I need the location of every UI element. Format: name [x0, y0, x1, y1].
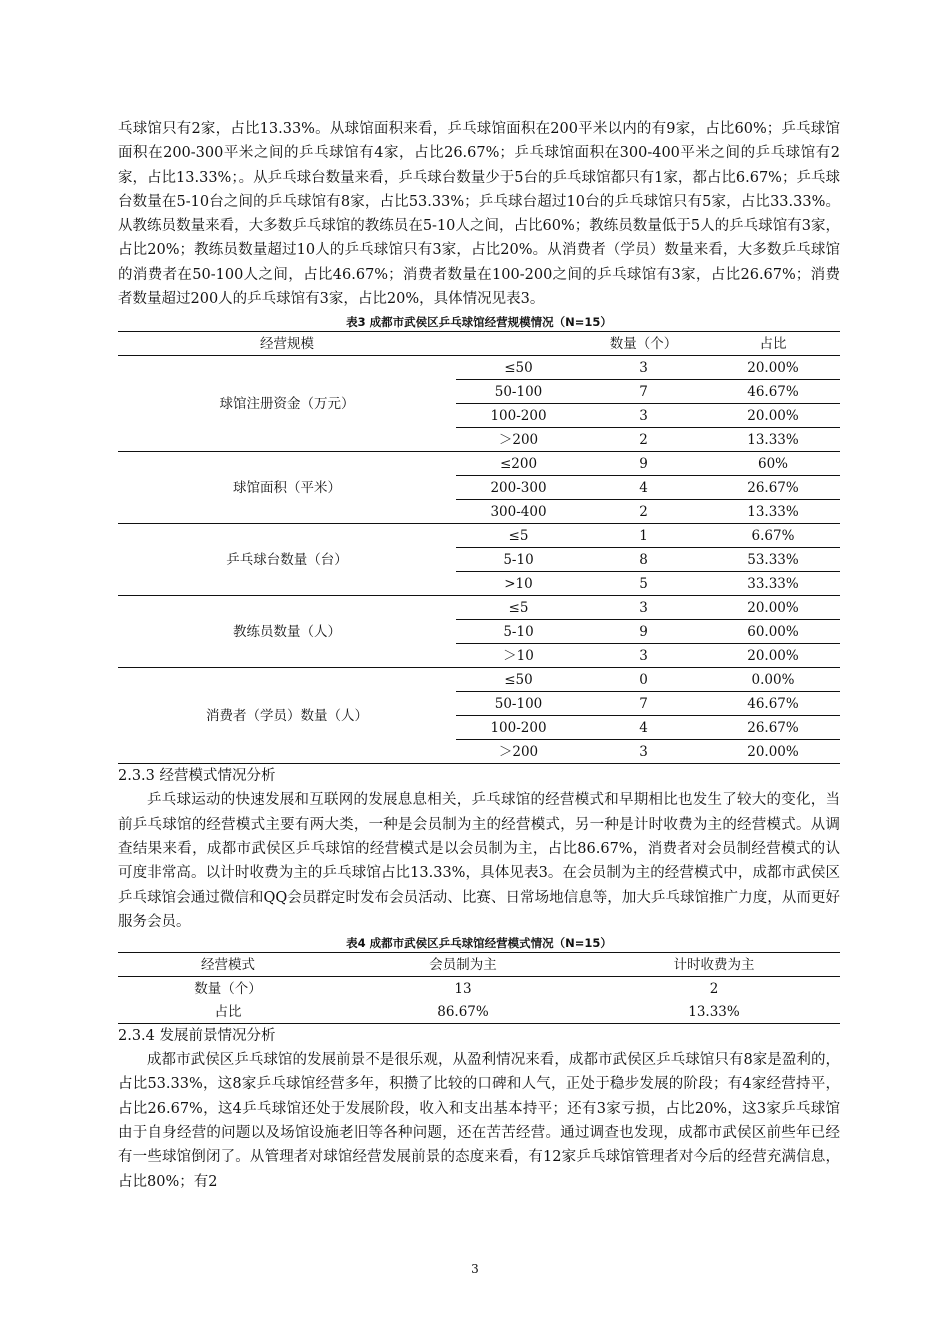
section-234-paragraph: 成都市武侯区乒乓球馆的发展前景不是很乐观，从盈利情况来看，成都市武侯区乒乓球馆只有8家是盈利的，占比53.33%，这8家乒乓球馆经营多年，积攒了比较的口碑和人气，正处于稳步发展的阶段；有4家经营持平，占比26.67%，这4乒乓球馆还处于发展阶段，收入和支出基本持平；还有3家亏损，占比20%，这3家乒乓球馆由于自身经营的问题以及场馆设施老旧等各种问题，还在苦苦经营。通过调查也发现，成都市武侯区前些年已经有一些球馆倒闭了。从管理者对球馆经营发展前景的态度来看，有12家乒乓球馆管理者对今后的经营充满信息，占比80%；有2	[118, 1052, 840, 1190]
table-cell: ＞10	[456, 644, 581, 668]
table-cell: ≤200	[456, 452, 581, 476]
table-cell: 3	[581, 596, 706, 620]
table-row	[118, 596, 840, 620]
table-cell: 9	[581, 620, 706, 644]
table-cell: 9	[581, 452, 706, 476]
table3-header-spacer	[456, 332, 581, 356]
table-cell: >10	[456, 572, 581, 596]
table3-header-cell: 占比	[706, 332, 840, 356]
table-cell: 0.00%	[706, 668, 840, 692]
table-cell: 60%	[706, 452, 840, 476]
table-cell: 13.33%	[688, 1003, 740, 1020]
table-cell: 26.67%	[706, 716, 840, 740]
table4-header-cell: 经营模式	[118, 953, 338, 977]
table-cell: 5-10	[456, 548, 581, 572]
table4-header-row	[118, 953, 840, 977]
table-cell: ＞200	[456, 740, 581, 764]
table-cell: 300-400	[456, 500, 581, 524]
table-cell: 26.67%	[706, 476, 840, 500]
table-cell: 2	[581, 500, 706, 524]
table-row	[118, 1000, 840, 1024]
table-cell: ≤5	[456, 524, 581, 548]
table-cell: 3	[639, 359, 648, 376]
table-row	[118, 356, 840, 380]
table-cell: 20.00%	[747, 359, 799, 376]
table-cell: 50-100	[456, 380, 581, 404]
table-cell: 3	[581, 404, 706, 428]
table-cell: 20.00%	[706, 596, 840, 620]
table-cell: 0	[581, 668, 706, 692]
table3-header-row	[118, 332, 840, 356]
table3-caption: 表3 成都市武侯区乒乓球馆经营规模情况（N=15）	[346, 315, 612, 330]
table-cell: 200-300	[456, 476, 581, 500]
table-row	[118, 668, 840, 692]
table-row	[118, 524, 840, 548]
table-cell: 100-200	[456, 404, 581, 428]
table-cell: 8	[581, 548, 706, 572]
table-cell: 数量（个）	[194, 980, 262, 997]
table-cell: 7	[581, 380, 706, 404]
table-cell: 3	[581, 644, 706, 668]
table-cell: 7	[581, 692, 706, 716]
section-heading-234: 2.3.4 发展前景情况分析	[118, 1028, 276, 1045]
table4	[118, 952, 840, 1024]
table3-header-cell: 经营规模	[118, 332, 456, 356]
table-cell: 4	[581, 716, 706, 740]
table4-header-cell: 会员制为主	[338, 953, 588, 977]
table-cell: ≤5	[456, 596, 581, 620]
table3-group-label: 教练员数量（人）	[118, 596, 456, 668]
table-cell: 20.00%	[706, 740, 840, 764]
table-cell: 60.00%	[706, 620, 840, 644]
table-cell: 50-100	[456, 692, 581, 716]
table-cell: 5-10	[456, 620, 581, 644]
table3-group-label: 消费者（学员）数量（人）	[118, 668, 456, 764]
table3-group-label: 乒乓球台数量（台）	[118, 524, 456, 596]
table-cell: 20.00%	[706, 644, 840, 668]
table-cell: 20.00%	[706, 404, 840, 428]
table-row	[118, 977, 840, 1001]
table4-caption: 表4 成都市武侯区乒乓球馆经营模式情况（N=15）	[346, 936, 612, 951]
section-heading-233: 2.3.3 经营模式情况分析	[118, 768, 276, 785]
intro-paragraph: 乓球馆只有2家，占比13.33%。从球馆面积来看，乒乓球馆面积在200平米以内的有9家，占比60%；乒乓球馆面积在200-300平米之间的乒乓球馆有4家，占比26.67%；乒乓球馆面积在300-400平米之间的乒乓球馆有2家，占比13.33%；。从乒乓球台数量来看，乒乓球台数量少于5台的乒乓球馆都只有1家，都占比6.67%；乒乓球台数量在5-10台之间的乒乓球馆有8家，占比53.33%；乒乓球台超过10台的乒乓球馆只有5家，占比33.33%。从教练员数量来看，大多数乒乓球馆的教练员在5-10人之间，占比60%；教练员数量低于5人的乒乓球馆有3家，占比20%；教练员数量超过10人的乒乓球馆只有3家，占比20%。从消费者（学员）数量来看，大多数乒乓球馆的消费者在50-100人之间，占比46.67%；消费者数量在100-200之间的乒乓球馆有3家，占比26.67%；消费者数量超过200人的乒乓球馆有3家，占比20%，具体情况见表3。	[118, 121, 840, 308]
section-233-paragraph: 乒乓球运动的快速发展和互联网的发展息息相关，乒乓球馆的经营模式和早期相比也发生了较大的变化，当前乒乓球馆的经营模式主要有两大类，一种是会员制为主的经营模式，另一种是计时收费为主的经营模式。从调查结果来看，成都市武侯区乒乓球馆的经营模式是以会员制为主，占比86.67%，消费者对会员制经营模式的认可度非常高。以计时收费为主的乒乓球馆占比13.33%，具体见表3。在会员制为主的经营模式中，成都市武侯区乒乓球馆会通过微信和QQ会员群定时发布会员活动、比赛、日常场地信息等，加大乒乓球馆推广力度，从而更好服务会员。	[118, 792, 840, 930]
table-cell: ≤50	[504, 359, 533, 376]
table-row	[118, 452, 840, 476]
table-cell: 1	[581, 524, 706, 548]
table-cell: 13.33%	[706, 500, 840, 524]
table-cell: 2	[581, 428, 706, 452]
table4-header-cell: 计时收费为主	[588, 953, 840, 977]
table3-group-label: 球馆注册资金（万元）	[219, 395, 355, 412]
table3	[118, 331, 840, 764]
table-cell: ≤50	[456, 668, 581, 692]
table-cell: 5	[581, 572, 706, 596]
table-cell: 13.33%	[706, 428, 840, 452]
table-cell: 86.67%	[437, 1003, 489, 1020]
page-number: 3	[471, 1262, 479, 1276]
table-cell: 占比	[214, 1003, 242, 1020]
table-cell: 53.33%	[706, 548, 840, 572]
table-cell: ＞200	[456, 428, 581, 452]
table3-group-label: 球馆面积（平米）	[118, 452, 456, 524]
table-cell: 46.67%	[706, 692, 840, 716]
table-cell: 33.33%	[706, 572, 840, 596]
table-cell: 46.67%	[706, 380, 840, 404]
table-cell: 100-200	[456, 716, 581, 740]
page-content	[118, 117, 840, 1194]
table3-header-cell: 数量（个）	[581, 332, 706, 356]
table-cell: 4	[581, 476, 706, 500]
table-cell: 2	[709, 980, 719, 997]
table-cell: 6.67%	[706, 524, 840, 548]
table-cell: 3	[581, 740, 706, 764]
table-cell: 13	[454, 980, 472, 997]
